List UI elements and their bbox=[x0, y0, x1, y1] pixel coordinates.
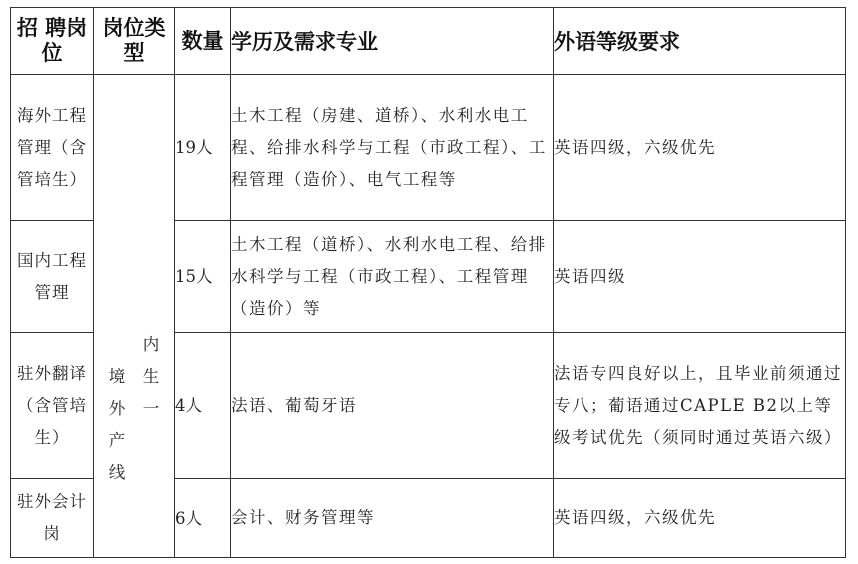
language-cell: 英语四级，六级优先 bbox=[554, 479, 846, 558]
table-row bbox=[11, 75, 846, 221]
language-cell: 英语四级 bbox=[554, 221, 846, 333]
position-cell: 海外工程管理（含管培生） bbox=[11, 75, 94, 221]
education-cell: 法语、葡萄牙语 bbox=[231, 333, 554, 479]
position-cell: 国内工程管理 bbox=[11, 221, 94, 333]
header-education: 学历及需求专业 bbox=[231, 8, 554, 75]
education-cell: 会计、财务管理等 bbox=[231, 479, 554, 558]
header-language: 外语等级要求 bbox=[554, 8, 846, 75]
quantity-cell: 6人 bbox=[175, 479, 231, 558]
header-position: 招 聘岗位 bbox=[11, 8, 94, 75]
education-cell: 土木工程（道桥）、水利水电工程、给排水科学与工程（市政工程）、工程管理（造价）等 bbox=[231, 221, 554, 333]
header-row bbox=[11, 8, 846, 75]
header-quantity: 数量 bbox=[175, 8, 231, 75]
position-cell: 驻外翻译（含管培生） bbox=[11, 333, 94, 479]
post-type-cell bbox=[94, 75, 175, 558]
quantity-cell: 19人 bbox=[175, 75, 231, 221]
post-type-text-right: 内生一 bbox=[142, 335, 160, 418]
language-cell: 英语四级，六级优先 bbox=[554, 75, 846, 221]
header-post-type: 岗位类型 bbox=[94, 8, 175, 75]
quantity-cell: 4人 bbox=[175, 333, 231, 479]
post-type-text-left: 境外产线 bbox=[108, 367, 126, 482]
position-cell: 驻外会计岗 bbox=[11, 479, 94, 558]
recruitment-table bbox=[10, 7, 846, 558]
quantity-cell: 15人 bbox=[175, 221, 231, 333]
language-cell: 法语专四良好以上，且毕业前须通过专八；葡语通过CAPLE B2以上等级考试优先（须同时通过英语六级） bbox=[554, 333, 846, 479]
education-cell: 土木工程（房建、道桥）、水利水电工程、给排水科学与工程（市政工程）、工程管理（造价）、电气工程等 bbox=[231, 75, 554, 221]
